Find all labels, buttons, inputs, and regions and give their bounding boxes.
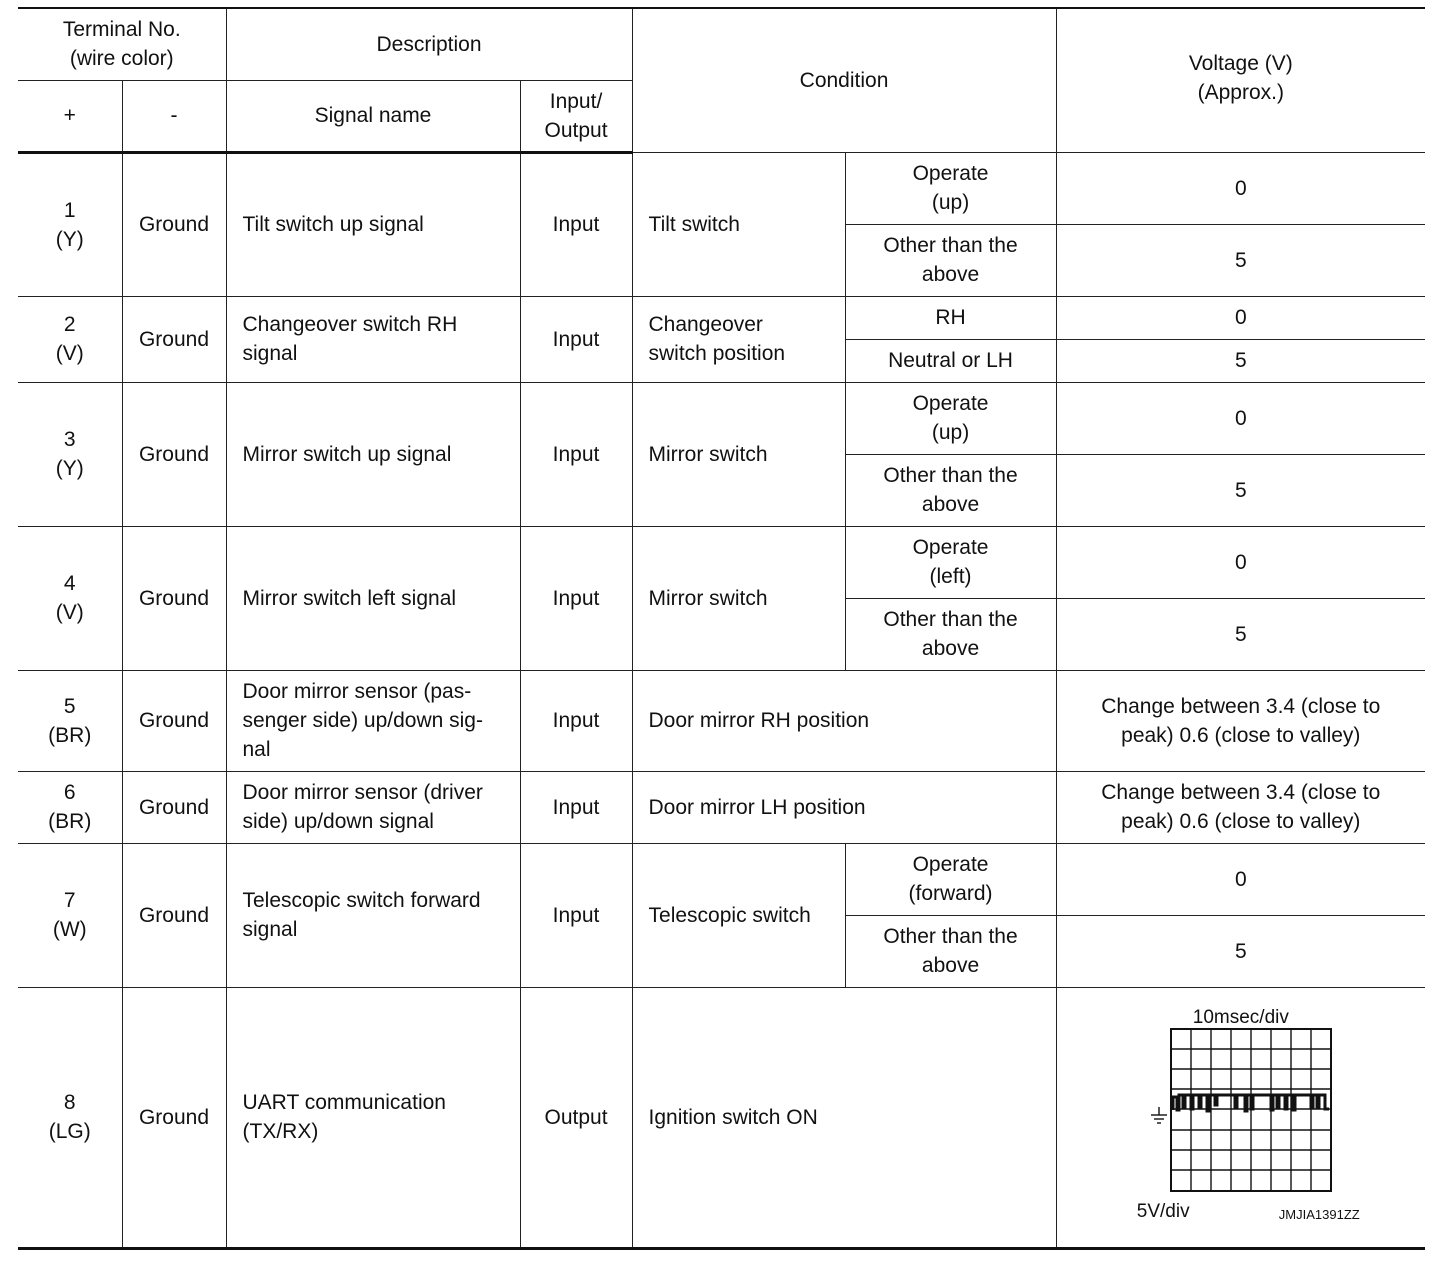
signal-name-cell: Changeover switch RH signal — [226, 296, 520, 382]
time-div-label: 10msec/div — [1192, 1007, 1289, 1028]
io-cell: Input — [520, 296, 632, 382]
terminal-cell: 5 (BR) — [18, 670, 122, 771]
condition-state-cell: Operate (up) — [845, 152, 1056, 224]
header-description: Description — [226, 8, 632, 80]
terminal-cell: 2 (V) — [18, 296, 122, 382]
terminal-cell: 8 (LG) — [18, 987, 122, 1248]
voltage-cell: Change between 3.4 (close to peak) 0.6 (close to valley) — [1056, 771, 1425, 843]
signal-name-cell: Door mirror sensor (pas- senger side) up/down sig- nal — [226, 670, 520, 771]
header-terminal-no: Terminal No. (wire color) — [18, 8, 226, 80]
condition-state-cell: Operate (left) — [845, 526, 1056, 598]
voltage-cell: 5 — [1056, 339, 1425, 382]
condition-state-cell: Operate (up) — [845, 382, 1056, 454]
signal-name-cell: Telescopic switch forward signal — [226, 843, 520, 987]
io-cell: Input — [520, 526, 632, 670]
condition-state-cell: Other than the above — [845, 598, 1056, 670]
ground-icon — [1151, 1107, 1167, 1123]
header-voltage: Voltage (V) (Approx.) — [1056, 8, 1425, 152]
terminal-cell: 6 (BR) — [18, 771, 122, 843]
condition-state-cell: Other than the above — [845, 915, 1056, 987]
ground-cell: Ground — [122, 670, 226, 771]
ground-cell: Ground — [122, 771, 226, 843]
voltage-cell: 0 — [1056, 843, 1425, 915]
condition-cell: Mirror switch — [632, 526, 845, 670]
condition-cell: Tilt switch — [632, 152, 845, 296]
voltage-cell: Change between 3.4 (close to peak) 0.6 (close to valley) — [1056, 670, 1425, 771]
condition-cell: Telescopic switch — [632, 843, 845, 987]
header-plus: + — [18, 80, 122, 152]
condition-cell: Mirror switch — [632, 382, 845, 526]
io-cell: Input — [520, 843, 632, 987]
waveform-graph — [1111, 1007, 1371, 1207]
oscilloscope-waveform — [1111, 1007, 1371, 1227]
signal-name-cell: Tilt switch up signal — [226, 152, 520, 296]
header-input-output: Input/ Output — [520, 80, 632, 152]
io-cell: Input — [520, 382, 632, 526]
voltage-cell: 5 — [1056, 224, 1425, 296]
io-cell: Output — [520, 987, 632, 1248]
voltage-cell: 0 — [1056, 382, 1425, 454]
signal-name-cell: Mirror switch up signal — [226, 382, 520, 526]
io-cell: Input — [520, 771, 632, 843]
voltage-cell: 5 — [1056, 915, 1425, 987]
condition-state-cell: Neutral or LH — [845, 339, 1056, 382]
condition-state-cell: Other than the above — [845, 454, 1056, 526]
terminal-cell: 3 (Y) — [18, 382, 122, 526]
signal-name-cell: Mirror switch left signal — [226, 526, 520, 670]
signal-name-cell: Door mirror sensor (driver side) up/down signal — [226, 771, 520, 843]
voltage-cell: 5 — [1056, 598, 1425, 670]
header-condition: Condition — [632, 8, 1056, 152]
ground-cell: Ground — [122, 843, 226, 987]
io-cell: Input — [520, 152, 632, 296]
condition-cell: Ignition switch ON — [632, 987, 1056, 1248]
voltage-cell: 0 — [1056, 296, 1425, 339]
condition-state-cell: Operate (forward) — [845, 843, 1056, 915]
header-signal-name: Signal name — [226, 80, 520, 152]
terminal-cell: 7 (W) — [18, 843, 122, 987]
ground-cell: Ground — [122, 526, 226, 670]
ground-cell: Ground — [122, 152, 226, 296]
voltage-cell: 0 — [1056, 152, 1425, 224]
figure-code: JMJIA1391ZZ — [1278, 1207, 1360, 1222]
ground-cell: Ground — [122, 987, 226, 1248]
volt-div-label: 5V/div — [1136, 1201, 1190, 1222]
terminal-cell: 4 (V) — [18, 526, 122, 670]
condition-state-cell: RH — [845, 296, 1056, 339]
condition-cell: Changeover switch position — [632, 296, 845, 382]
signal-name-cell: UART communication (TX/RX) — [226, 987, 520, 1248]
ground-cell: Ground — [122, 296, 226, 382]
ground-cell: Ground — [122, 382, 226, 526]
condition-state-cell: Other than the above — [845, 224, 1056, 296]
voltage-cell: 5 — [1056, 454, 1425, 526]
voltage-cell: 0 — [1056, 526, 1425, 598]
terminal-table — [18, 7, 1425, 1250]
condition-cell: Door mirror LH position — [632, 771, 1056, 843]
terminal-cell: 1 (Y) — [18, 152, 122, 296]
header-minus: - — [122, 80, 226, 152]
condition-cell: Door mirror RH position — [632, 670, 1056, 771]
io-cell: Input — [520, 670, 632, 771]
voltage-waveform-cell — [1056, 987, 1425, 1248]
